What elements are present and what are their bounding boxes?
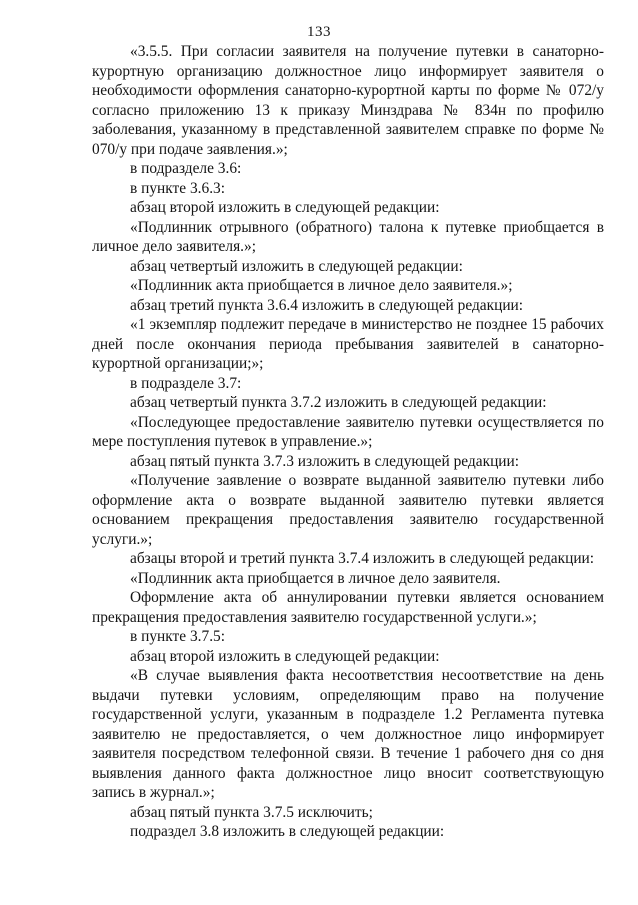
paragraph: в пункте 3.6.3: <box>130 179 226 197</box>
paragraph: абзац пятый пункта 3.7.5 исключить; <box>130 803 373 821</box>
paragraph: абзац третий пункта 3.6.4 изложить в следующей редакции: <box>130 296 524 314</box>
paragraph: «Последующее предоставление заявителю путевки осуществляется по мере поступления путевок в управление.»; <box>92 413 604 450</box>
paragraph: абзац второй изложить в следующей редакции: <box>130 647 440 665</box>
page-number: 133 <box>307 24 331 40</box>
paragraph: «3.5.5. При согласии заявителя на получение путевки в санаторно-курортную организацию должностное лицо информирует заявителя о необходимости оформления санаторно-курортной карты по форме № 072/у согласно приложению 13 к приказу Минздрава № 834н по профилю заболевания, указанному в представленной заявителем справке по форме № 070/у при подаче заявления.»; <box>92 43 604 158</box>
paragraph: абзацы второй и третий пункта 3.7.4 изложить в следующей редакции: <box>130 550 595 567</box>
paragraph: Оформление акта об аннулировании путевки является основанием прекращения предоставления заявителю государственной услуги.»; <box>92 589 604 626</box>
paragraph: абзац четвертый пункта 3.7.2 изложить в следующей редакции: <box>130 394 547 411</box>
paragraph: в подразделе 3.7: <box>130 374 242 392</box>
paragraph: «Получение заявление о возврате выданной заявителю путевки либо оформление акта о возврате выданной заявителю путевки является основанием прекращения предоставления заявителю государственной услуги.»; <box>92 472 604 548</box>
paragraph: подраздел 3.8 изложить в следующей редакции: <box>130 823 445 840</box>
paragraph: «В случае выявления факта несоответствия несоответствие на день выдачи путевки условиям, определяющим право на получение государственной услуги, указанным в подразделе 1.2 Регламента путевка заявителю не предоставляется, о чем должностное лицо информирует заявителя посредством телефонной связи. В течение 1 рабочего дня со дня выявления данного факта должностное лицо вносит соответствующую запись в журнал.»; <box>92 667 604 801</box>
paragraph: «1 экземпляр подлежит передаче в министерство не позднее 15 рабочих дней после окончания периода пребывания заявителей в санаторно-курортной организации;»; <box>92 316 604 372</box>
paragraph: абзац пятый пункта 3.7.3 изложить в следующей редакции: <box>130 452 520 470</box>
document-body <box>92 42 604 842</box>
paragraph: абзац второй изложить в следующей редакции: <box>130 199 440 216</box>
paragraph: «Подлинник отрывного (обратного) талона к путевке приобщается в личное дело заявителя.»; <box>92 218 604 255</box>
paragraph: абзац четвертый изложить в следующей редакции: <box>130 257 463 275</box>
paragraph: в пункте 3.7.5: <box>130 628 226 645</box>
paragraph: «Подлинник акта приобщается в личное дело заявителя.»; <box>130 277 513 294</box>
paragraph: в подразделе 3.6: <box>130 160 242 177</box>
paragraph: «Подлинник акта приобщается в личное дело заявителя. <box>130 569 501 587</box>
